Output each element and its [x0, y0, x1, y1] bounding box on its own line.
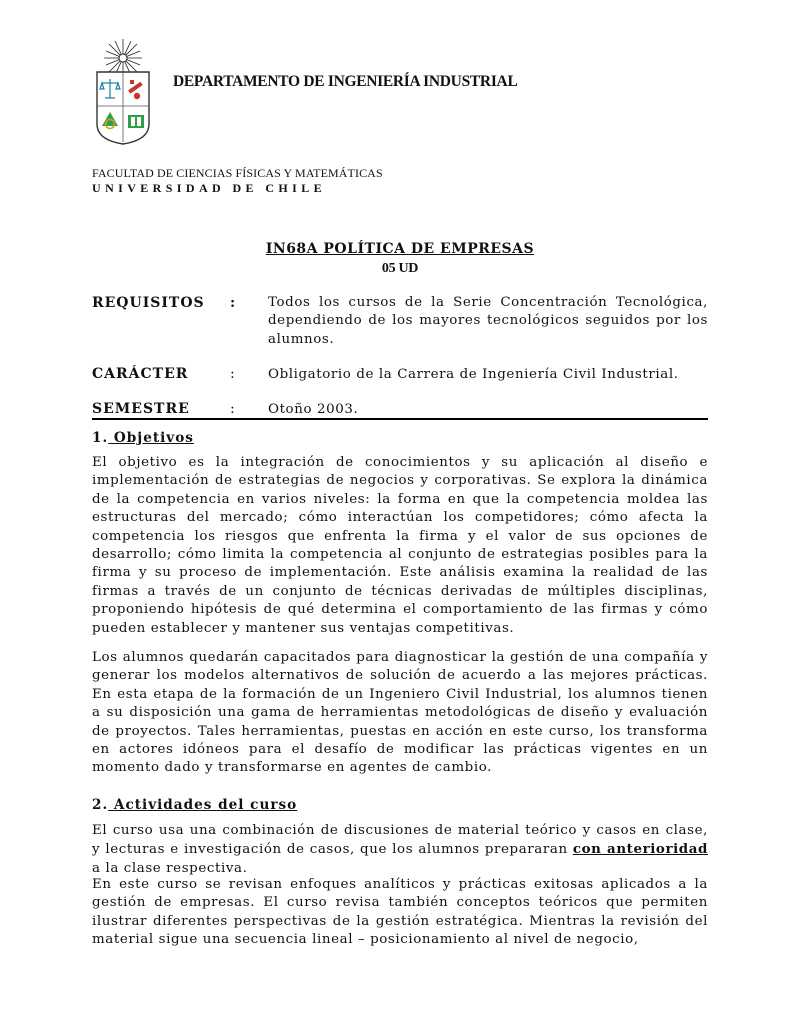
section-2-p1-end: a la clase respectiva.: [92, 860, 248, 876]
university-name: UNIVERSIDAD DE CHILE: [92, 181, 327, 195]
faculty-name: FACULTAD DE CIENCIAS FÍSICAS Y MATEMÁTICAS: [92, 166, 383, 180]
section-1-heading: [92, 430, 194, 446]
section-2-p1-text: El curso usa una combinación de discusiones de material teórico y casos en clase, y lecturas e investigación de casos, que los alumnos prepararan: [92, 823, 708, 858]
section-1-paragraph-2: Los alumnos quedarán capacitados para diagnosticar la gestión de una compañía y generar los modelos alternativos de solución de acuerdo a las mejores prácticas. En esta etapa de la formación de un Ingeniero Civil Industrial, los alumnos tienen a su disposición una gama de herramientas metodológicas de diseño y evaluación de proyectos. Tales herramientas, puestas en acción en este curso, los transforma en actores idóneos para el desafío de modificar las prácticas vigentes en un momento dado y transformarse en agentes de cambio.: [92, 650, 708, 776]
caracter-value: Obligatorio de la Carrera de Ingeniería Civil Industrial.: [268, 367, 679, 382]
semestre-value: Otoño 2003.: [268, 402, 359, 417]
semestre-colon: :: [230, 401, 235, 417]
emphasis-anterioridad: con anterioridad: [572, 841, 708, 858]
section-2-title: Actividades del curso: [108, 797, 298, 813]
section-1-title: Objetivos: [108, 430, 194, 446]
section-divider: [92, 418, 708, 420]
course-units: 05 UD: [381, 261, 419, 276]
section-2-paragraph-1: [92, 822, 708, 878]
university-crest-icon: [92, 38, 154, 146]
requisitos-label: REQUISITOS: [92, 295, 205, 311]
caracter-label: CARÁCTER: [92, 366, 189, 382]
semestre-label: SEMESTRE: [92, 401, 190, 417]
department-name: DEPARTAMENTO DE INGENIERÍA INDUSTRIAL: [173, 73, 518, 90]
section-1-number: 1.: [92, 430, 109, 446]
section-1-paragraph-1: El objetivo es la integración de conocimientos y su aplicación al diseño e implementación de estrategias de negocios y corporativas. Se explora la dinámica de la competencia en varios niveles: la forma en que la competencia moldea las estructuras del mercado; cómo interactúan los competidores; cómo afecta la competencia los riesgos que enfrenta la firma y el valor de sus opciones de desarrollo; cómo limita la competencia al conjunto de estrategias posibles para la firma y su proceso de implementación. Este análisis examina la realidad de las firmas a través de un conjunto de técnicas derivadas de múltiples disciplinas, proponiendo hipótesis de qué determina el comportamiento de las firmas y cómo pueden establecer y mantener sus ventajas competitivas.: [92, 455, 708, 636]
requisitos-colon: :: [230, 295, 236, 311]
caracter-colon: :: [230, 366, 235, 382]
section-2-heading: [92, 797, 297, 813]
requisitos-value: Todos los cursos de la Serie Concentración Tecnológica, dependiendo de los mayores tecnológicos seguidos por los alumnos.: [268, 295, 708, 347]
section-2-paragraph-2: En este curso se revisan enfoques analíticos y prácticas exitosas aplicados a la gestión de empresas. El curso revisa también conceptos teóricos que permiten ilustrar diferentes perspectivas de la gestión estratégica. Mientras la revisión del material sigue una secuencia lineal – posicionamiento al nivel de negocio,: [92, 877, 708, 948]
course-title: IN68A POLÍTICA DE EMPRESAS: [265, 241, 535, 257]
section-2-number: 2.: [92, 797, 109, 813]
